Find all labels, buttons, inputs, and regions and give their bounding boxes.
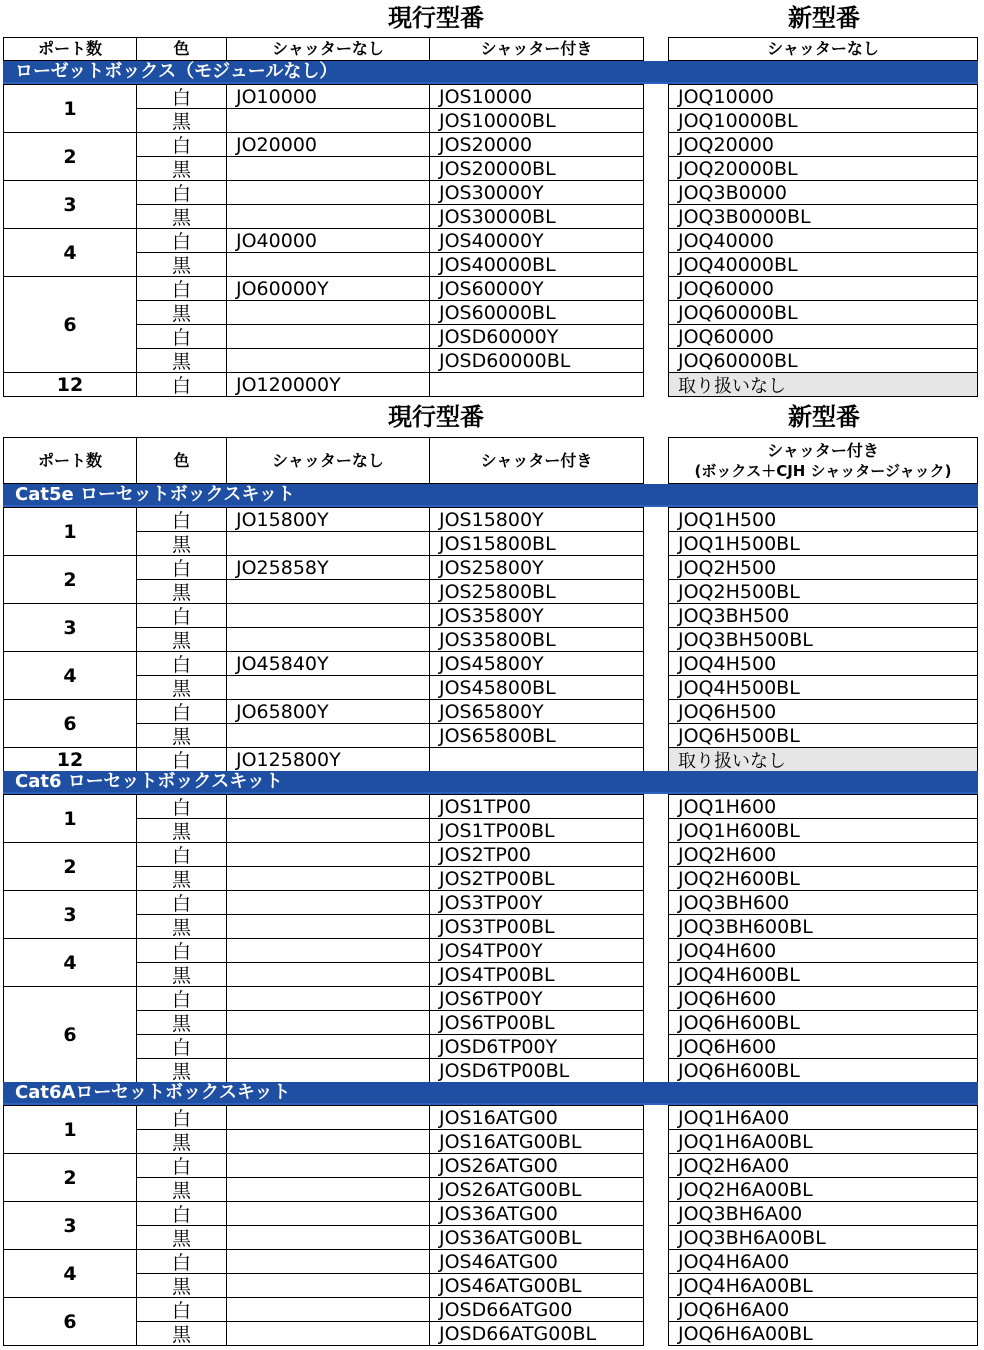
no-shutter-model-cell — [226, 866, 430, 891]
no-shutter-model-cell — [226, 204, 430, 229]
with-shutter-model-cell: JOSD66ATG00 — [429, 1297, 644, 1322]
header-port-count-2: ポート数 — [3, 437, 137, 484]
port-count-cell: 2 — [3, 1153, 137, 1202]
header-color-2: 色 — [136, 437, 227, 484]
color-cell: 白 — [136, 132, 227, 157]
new-model-cell: JOQ4H6A00BL — [668, 1273, 978, 1298]
section-title: ローゼットボックス（モジュールなし） — [15, 61, 338, 82]
color-cell: 黒 — [136, 252, 227, 277]
with-shutter-model-cell: JOS40000BL — [429, 252, 644, 277]
color-cell: 白 — [136, 1105, 227, 1130]
no-shutter-model-cell: JO125800Y — [226, 747, 430, 772]
color-cell: 白 — [136, 1201, 227, 1226]
port-count-cell: 6 — [3, 986, 137, 1083]
color-cell: 黒 — [136, 579, 227, 604]
with-shutter-model-cell: JOS25800Y — [429, 555, 644, 580]
no-shutter-model-cell — [226, 1201, 430, 1226]
color-cell: 黒 — [136, 818, 227, 843]
with-shutter-model-cell: JOS36ATG00 — [429, 1201, 644, 1226]
color-cell: 白 — [136, 747, 227, 772]
new-model-cell: JOQ2H600BL — [668, 866, 978, 891]
new-model-cell: JOQ2H6A00 — [668, 1153, 978, 1178]
with-shutter-model-cell: JOS20000 — [429, 132, 644, 157]
with-shutter-model-cell: JOS6TP00Y — [429, 986, 644, 1011]
with-shutter-model-cell: JOS36ATG00BL — [429, 1225, 644, 1250]
color-cell: 黒 — [136, 1225, 227, 1250]
port-count-cell: 4 — [3, 1249, 137, 1298]
header-no-shutter: シャッターなし — [226, 37, 430, 61]
new-model-cell: JOQ2H600 — [668, 842, 978, 867]
with-shutter-model-cell: JOS35800BL — [429, 627, 644, 652]
port-count-cell: 3 — [3, 180, 137, 229]
no-shutter-model-cell — [226, 531, 430, 556]
color-cell: 白 — [136, 651, 227, 676]
color-cell: 白 — [136, 1297, 227, 1322]
color-cell: 黒 — [136, 723, 227, 748]
port-count-cell: 2 — [3, 555, 137, 604]
new-model-cell: JOQ4H6A00 — [668, 1249, 978, 1274]
new-model-cell: JOQ1H600BL — [668, 818, 978, 843]
with-shutter-model-cell: JOS4TP00Y — [429, 938, 644, 963]
with-shutter-model-cell: JOS30000BL — [429, 204, 644, 229]
section-header — [3, 484, 978, 507]
color-cell: 黒 — [136, 156, 227, 181]
no-shutter-model-cell — [226, 252, 430, 277]
no-shutter-model-cell — [226, 1153, 430, 1178]
with-shutter-model-cell: JOS1TP00 — [429, 794, 644, 819]
port-count-cell: 3 — [3, 1201, 137, 1250]
no-shutter-model-cell — [226, 627, 430, 652]
color-cell: 黒 — [136, 962, 227, 987]
section-header — [3, 1082, 978, 1105]
no-shutter-model-cell — [226, 962, 430, 987]
color-cell: 黒 — [136, 1010, 227, 1035]
new-model-cell: JOQ2H500 — [668, 555, 978, 580]
color-cell: 白 — [136, 842, 227, 867]
no-shutter-model-cell — [226, 938, 430, 963]
new-model-cell: JOQ3BH500BL — [668, 627, 978, 652]
with-shutter-model-cell: JOS40000Y — [429, 228, 644, 253]
no-shutter-model-cell — [226, 1249, 430, 1274]
no-shutter-model-cell — [226, 1105, 430, 1130]
port-count-cell: 3 — [3, 603, 137, 652]
with-shutter-model-cell: JOS10000 — [429, 84, 644, 109]
new-model-cell: JOQ60000 — [668, 324, 978, 349]
port-count-cell: 1 — [3, 84, 137, 133]
port-count-cell: 6 — [3, 699, 137, 748]
no-shutter-model-cell — [226, 818, 430, 843]
port-count-cell: 4 — [3, 651, 137, 700]
current-model-title-2: 現行型番 — [388, 403, 484, 431]
no-shutter-model-cell — [226, 108, 430, 133]
port-count-cell: 2 — [3, 132, 137, 181]
new-model-cell: JOQ3BH600 — [668, 890, 978, 915]
with-shutter-model-cell: JOS15800BL — [429, 531, 644, 556]
color-cell: 黒 — [136, 1177, 227, 1202]
color-cell: 白 — [136, 555, 227, 580]
color-cell: 白 — [136, 1034, 227, 1059]
no-shutter-model-cell — [226, 675, 430, 700]
with-shutter-model-cell: JOS20000BL — [429, 156, 644, 181]
port-count-cell: 1 — [3, 794, 137, 843]
with-shutter-model-cell: JOSD66ATG00BL — [429, 1321, 644, 1346]
with-shutter-model-cell: JOS1TP00BL — [429, 818, 644, 843]
with-shutter-model-cell: JOS6TP00BL — [429, 1010, 644, 1035]
no-shutter-model-cell — [226, 1129, 430, 1154]
new-model-cell: JOQ3BH6A00BL — [668, 1225, 978, 1250]
new-model-cell: JOQ6H600BL — [668, 1058, 978, 1083]
new-model-cell: JOQ1H600 — [668, 794, 978, 819]
new-model-title: 新型番 — [788, 4, 860, 32]
no-shutter-model-cell — [226, 603, 430, 628]
no-shutter-model-cell: JO25858Y — [226, 555, 430, 580]
no-shutter-model-cell — [226, 914, 430, 939]
no-shutter-model-cell: JO60000Y — [226, 276, 430, 301]
header-new-with-shutter-line2: (ボックス＋CJH シャッタージャック) — [694, 461, 952, 480]
color-cell: 黒 — [136, 675, 227, 700]
new-model-title-2: 新型番 — [788, 403, 860, 431]
new-model-cell: JOQ6H600BL — [668, 1010, 978, 1035]
with-shutter-model-cell: JOS16ATG00 — [429, 1105, 644, 1130]
new-model-cell: JOQ6H500 — [668, 699, 978, 724]
no-shutter-model-cell — [226, 579, 430, 604]
with-shutter-model-cell — [429, 747, 644, 772]
no-shutter-model-cell — [226, 986, 430, 1011]
no-shutter-model-cell — [226, 1177, 430, 1202]
color-cell: 白 — [136, 507, 227, 532]
with-shutter-model-cell: JOS30000Y — [429, 180, 644, 205]
color-cell: 白 — [136, 324, 227, 349]
new-model-cell: JOQ20000 — [668, 132, 978, 157]
with-shutter-model-cell: JOS60000BL — [429, 300, 644, 325]
color-cell: 黒 — [136, 300, 227, 325]
no-shutter-model-cell: JO120000Y — [226, 372, 430, 397]
header-new-with-shutter — [668, 437, 978, 484]
new-model-cell: JOQ4H500BL — [668, 675, 978, 700]
with-shutter-model-cell: JOS26ATG00BL — [429, 1177, 644, 1202]
port-count-cell: 4 — [3, 228, 137, 277]
new-model-cell: JOQ2H6A00BL — [668, 1177, 978, 1202]
with-shutter-model-cell: JOS15800Y — [429, 507, 644, 532]
color-cell: 黒 — [136, 627, 227, 652]
no-shutter-model-cell: JO20000 — [226, 132, 430, 157]
not-handled-cell: 取り扱いなし — [668, 372, 978, 397]
no-shutter-model-cell: JO10000 — [226, 84, 430, 109]
with-shutter-model-cell: JOS2TP00BL — [429, 866, 644, 891]
not-handled-cell: 取り扱いなし — [668, 747, 978, 772]
with-shutter-model-cell: JOS65800Y — [429, 699, 644, 724]
color-cell: 黒 — [136, 914, 227, 939]
header-with-shutter-2: シャッター付き — [429, 437, 644, 484]
no-shutter-model-cell — [226, 1321, 430, 1346]
no-shutter-model-cell — [226, 1034, 430, 1059]
new-model-cell: JOQ1H6A00 — [668, 1105, 978, 1130]
color-cell: 黒 — [136, 204, 227, 229]
color-cell: 白 — [136, 1153, 227, 1178]
header-no-shutter-2: シャッターなし — [226, 437, 430, 484]
color-cell: 黒 — [136, 1273, 227, 1298]
new-model-cell: JOQ3BH500 — [668, 603, 978, 628]
no-shutter-model-cell — [226, 1058, 430, 1083]
port-count-cell: 6 — [3, 276, 137, 373]
no-shutter-model-cell — [226, 180, 430, 205]
section-title: Cat6Aローセットボックスキット — [15, 1082, 291, 1103]
with-shutter-model-cell: JOS16ATG00BL — [429, 1129, 644, 1154]
no-shutter-model-cell: JO65800Y — [226, 699, 430, 724]
no-shutter-model-cell — [226, 156, 430, 181]
port-count-cell: 12 — [3, 372, 137, 397]
new-model-cell: JOQ6H500BL — [668, 723, 978, 748]
color-cell: 黒 — [136, 1129, 227, 1154]
color-cell: 黒 — [136, 348, 227, 373]
no-shutter-model-cell — [226, 1297, 430, 1322]
header-color: 色 — [136, 37, 227, 61]
no-shutter-model-cell: JO45840Y — [226, 651, 430, 676]
header-new-with-shutter-line1: シャッター付き — [767, 440, 879, 460]
color-cell: 白 — [136, 938, 227, 963]
section-header — [3, 61, 978, 84]
no-shutter-model-cell — [226, 1273, 430, 1298]
port-count-cell: 3 — [3, 890, 137, 939]
with-shutter-model-cell: JOS45800BL — [429, 675, 644, 700]
new-model-cell: JOQ1H6A00BL — [668, 1129, 978, 1154]
new-model-cell: JOQ6H600 — [668, 1034, 978, 1059]
with-shutter-model-cell: JOSD6TP00Y — [429, 1034, 644, 1059]
color-cell: 白 — [136, 794, 227, 819]
no-shutter-model-cell — [226, 300, 430, 325]
new-model-cell: JOQ4H600BL — [668, 962, 978, 987]
with-shutter-model-cell: JOS3TP00BL — [429, 914, 644, 939]
new-model-cell: JOQ60000BL — [668, 300, 978, 325]
no-shutter-model-cell: JO15800Y — [226, 507, 430, 532]
with-shutter-model-cell — [429, 372, 644, 397]
with-shutter-model-cell: JOS65800BL — [429, 723, 644, 748]
new-model-cell: JOQ3B0000BL — [668, 204, 978, 229]
no-shutter-model-cell — [226, 1010, 430, 1035]
no-shutter-model-cell — [226, 348, 430, 373]
section-title: Cat5e ローセットボックスキット — [15, 484, 296, 505]
no-shutter-model-cell: JO40000 — [226, 228, 430, 253]
new-model-cell: JOQ60000 — [668, 276, 978, 301]
with-shutter-model-cell: JOS46ATG00BL — [429, 1273, 644, 1298]
color-cell: 白 — [136, 986, 227, 1011]
section-title: Cat6 ローセットボックスキット — [15, 771, 283, 792]
color-cell: 白 — [136, 180, 227, 205]
color-cell: 白 — [136, 228, 227, 253]
color-cell: 黒 — [136, 531, 227, 556]
color-cell: 白 — [136, 603, 227, 628]
new-model-cell: JOQ20000BL — [668, 156, 978, 181]
new-model-cell: JOQ40000 — [668, 228, 978, 253]
port-count-cell: 12 — [3, 747, 137, 772]
color-cell: 白 — [136, 276, 227, 301]
with-shutter-model-cell: JOS26ATG00 — [429, 1153, 644, 1178]
color-cell: 黒 — [136, 108, 227, 133]
new-model-cell: JOQ60000BL — [668, 348, 978, 373]
new-model-cell: JOQ3BH600BL — [668, 914, 978, 939]
with-shutter-model-cell: JOS3TP00Y — [429, 890, 644, 915]
port-count-cell: 1 — [3, 507, 137, 556]
new-model-cell: JOQ3BH6A00 — [668, 1201, 978, 1226]
new-model-cell: JOQ40000BL — [668, 252, 978, 277]
with-shutter-model-cell: JOS45800Y — [429, 651, 644, 676]
color-cell: 白 — [136, 84, 227, 109]
color-cell: 黒 — [136, 1321, 227, 1346]
port-count-cell: 4 — [3, 938, 137, 987]
color-cell: 白 — [136, 1249, 227, 1274]
color-cell: 黒 — [136, 1058, 227, 1083]
color-cell: 白 — [136, 890, 227, 915]
with-shutter-model-cell: JOSD60000BL — [429, 348, 644, 373]
section-header — [3, 771, 978, 794]
header-new-no-shutter: シャッターなし — [668, 37, 978, 61]
current-model-title: 現行型番 — [388, 4, 484, 32]
with-shutter-model-cell: JOSD6TP00BL — [429, 1058, 644, 1083]
port-count-cell: 6 — [3, 1297, 137, 1346]
new-model-cell: JOQ2H500BL — [668, 579, 978, 604]
with-shutter-model-cell: JOSD60000Y — [429, 324, 644, 349]
new-model-cell: JOQ6H6A00 — [668, 1297, 978, 1322]
color-cell: 白 — [136, 699, 227, 724]
no-shutter-model-cell — [226, 890, 430, 915]
header-port-count: ポート数 — [3, 37, 137, 61]
no-shutter-model-cell — [226, 1225, 430, 1250]
new-model-cell: JOQ6H600 — [668, 986, 978, 1011]
new-model-cell: JOQ3B0000 — [668, 180, 978, 205]
with-shutter-model-cell: JOS46ATG00 — [429, 1249, 644, 1274]
no-shutter-model-cell — [226, 723, 430, 748]
color-cell: 黒 — [136, 866, 227, 891]
new-model-cell: JOQ4H500 — [668, 651, 978, 676]
new-model-cell: JOQ4H600 — [668, 938, 978, 963]
with-shutter-model-cell: JOS2TP00 — [429, 842, 644, 867]
new-model-cell: JOQ10000 — [668, 84, 978, 109]
new-model-cell: JOQ10000BL — [668, 108, 978, 133]
no-shutter-model-cell — [226, 842, 430, 867]
new-model-cell: JOQ6H6A00BL — [668, 1321, 978, 1346]
with-shutter-model-cell: JOS4TP00BL — [429, 962, 644, 987]
no-shutter-model-cell — [226, 324, 430, 349]
with-shutter-model-cell: JOS10000BL — [429, 108, 644, 133]
with-shutter-model-cell: JOS60000Y — [429, 276, 644, 301]
color-cell: 白 — [136, 372, 227, 397]
port-count-cell: 1 — [3, 1105, 137, 1154]
new-model-cell: JOQ1H500 — [668, 507, 978, 532]
with-shutter-model-cell: JOS25800BL — [429, 579, 644, 604]
no-shutter-model-cell — [226, 794, 430, 819]
with-shutter-model-cell: JOS35800Y — [429, 603, 644, 628]
port-count-cell: 2 — [3, 842, 137, 891]
header-with-shutter: シャッター付き — [429, 37, 644, 61]
new-model-cell: JOQ1H500BL — [668, 531, 978, 556]
